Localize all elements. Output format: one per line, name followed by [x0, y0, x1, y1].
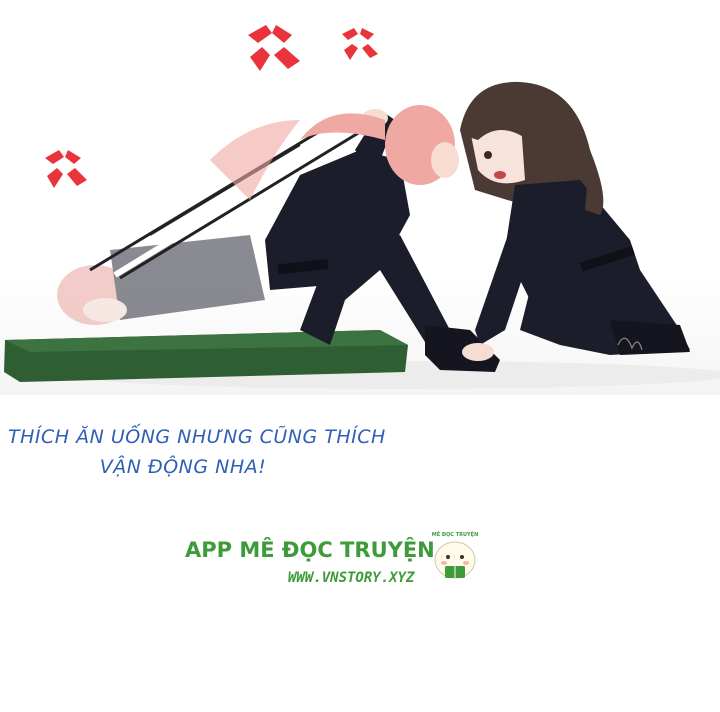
- watermark: [185, 530, 485, 600]
- caption-line-2: VẬN ĐỘNG NHA!: [99, 456, 267, 478]
- app-name: APP MÊ ĐỌC TRUYỆN: [185, 538, 435, 562]
- anger-mark-icon: [45, 150, 87, 188]
- mascot-icon: [429, 530, 481, 590]
- anger-mark-icon: [248, 25, 300, 71]
- anger-mark-icon: [342, 28, 378, 60]
- site-url: WWW.VNSTORY.XYZ: [288, 570, 415, 586]
- caption-line-1: THÍCH ĂN UỐNG NHƯNG CŨNG THÍCH: [8, 426, 386, 448]
- caption-text: [8, 422, 386, 482]
- brown-haired-girl: [460, 82, 690, 361]
- svg-text:MÊ ĐỌC TRUYỆN: MÊ ĐỌC TRUYỆN: [431, 532, 479, 538]
- mascot-logo: [429, 530, 481, 590]
